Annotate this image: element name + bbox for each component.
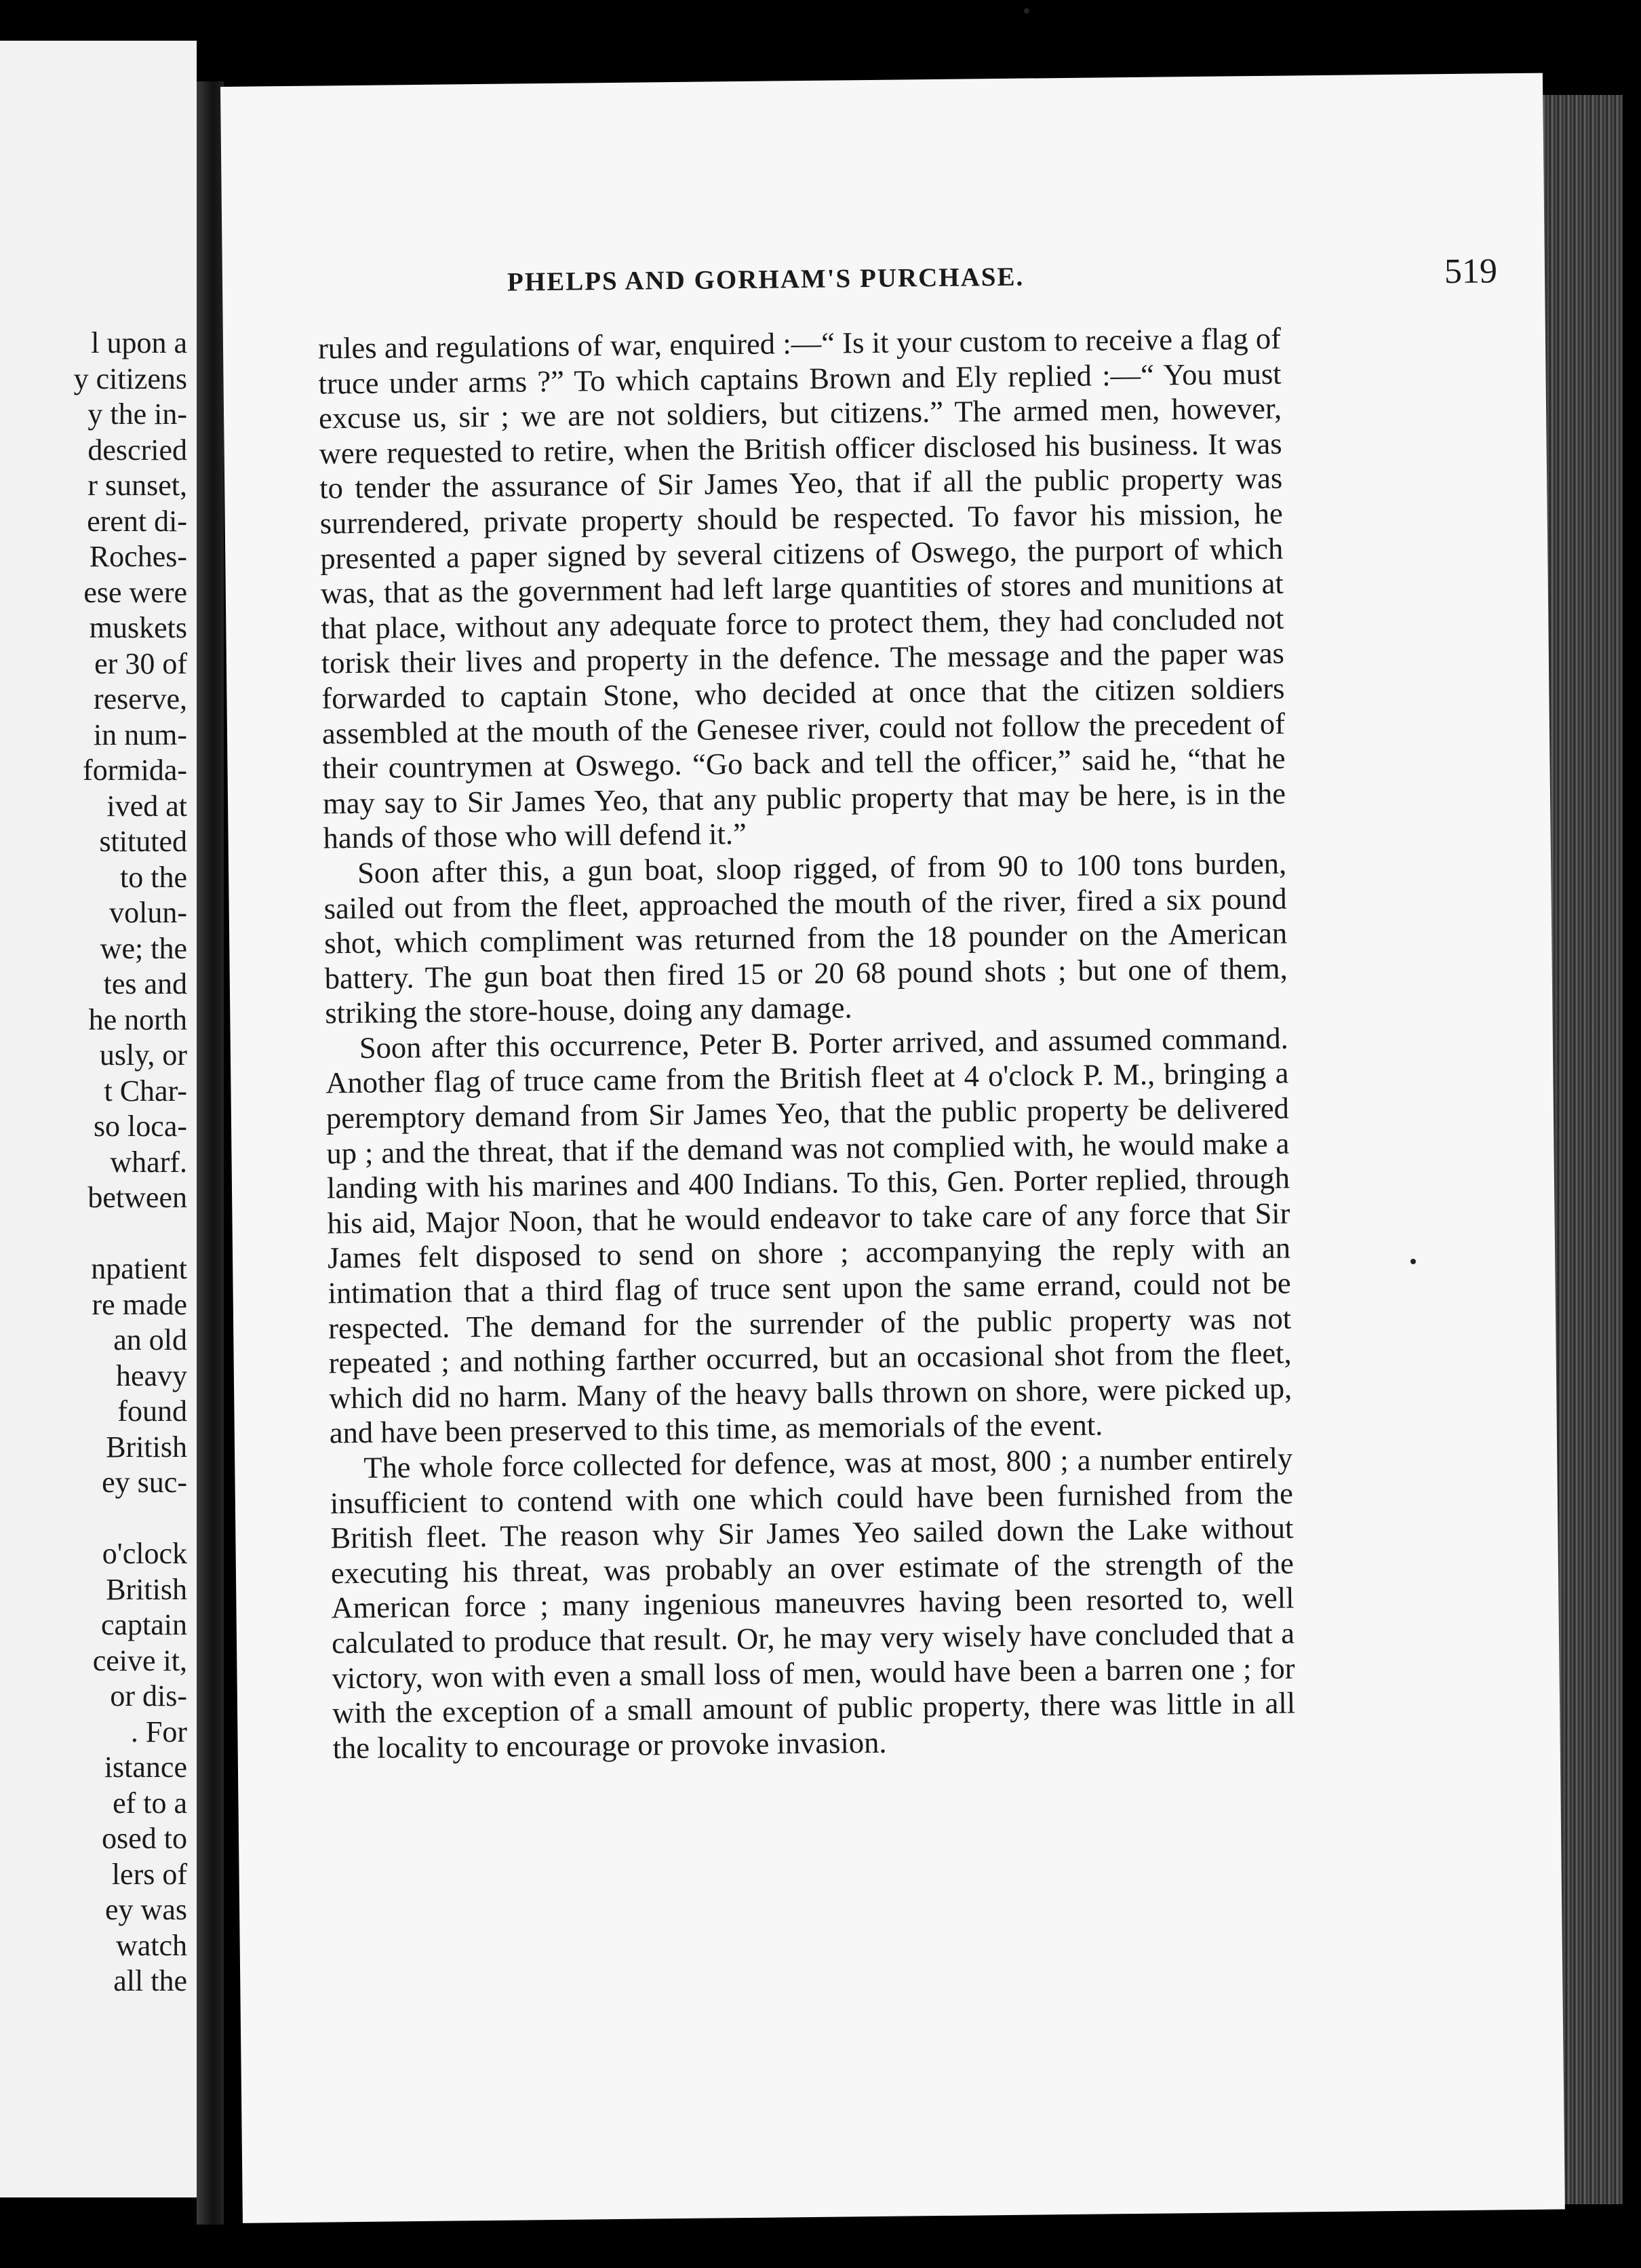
left-page-line: osed to bbox=[102, 1822, 187, 1855]
page-number: 519 bbox=[1444, 252, 1498, 292]
left-page-line: usly, or bbox=[99, 1038, 187, 1072]
left-page-line: reserve, bbox=[93, 682, 187, 716]
left-page-line: stituted bbox=[99, 825, 187, 858]
left-page-text bbox=[0, 326, 187, 1999]
left-page-line bbox=[0, 1501, 187, 1537]
left-page-line: istance bbox=[104, 1751, 187, 1784]
left-page-line: ived at bbox=[106, 789, 187, 823]
paragraph-4: The whole force collected for defence, was at most, 800 ; a number entirely insufficient to contend with one which could have been furnished from the British fleet. The reason why Sir James Yeo sailed down the Lake without executing his threat, was probably an over estimate of the strength of the American force ; many ingenious maneuvres having been resorted to, well calculated to produce that result. Or, he may very wisely have concluded that a victory, won with even a small loss of men, would have been a barren one ; for with the exception of a small amount of public property, there was little in all the locality to encourage or provoke invasion. bbox=[330, 1441, 1296, 1765]
right-page bbox=[220, 73, 1565, 2223]
speck bbox=[1024, 8, 1029, 14]
left-page-line: to the bbox=[120, 860, 187, 894]
left-page-line: heavy bbox=[115, 1358, 187, 1392]
left-page-line: he north bbox=[88, 1002, 187, 1036]
left-page-line: all the bbox=[113, 1964, 187, 1997]
left-page-line bbox=[0, 1216, 187, 1252]
left-page-line: British bbox=[106, 1572, 187, 1606]
book-gutter bbox=[197, 81, 224, 2225]
page-header bbox=[507, 252, 1498, 314]
left-page-line: ceive it, bbox=[92, 1643, 187, 1677]
left-page-line: ey suc- bbox=[102, 1466, 187, 1499]
left-page-line: watch bbox=[115, 1928, 187, 1962]
paragraph-1: rules and regulations of war, enquired :—“ Is it your custom to receive a flag of truce under arms ?” To which captains Brown and Ely replied :—“ You must excuse us, sir ; we are not soldiers, but citizens.” The armed men, however, were requested to retire, when the British officer disclosed his business. It was to tender the assurance of Sir James Yeo, that if all the public property was surrendered, private property should be respected. To favor his mission, he presented a paper signed by several citizens of Oswego, the purport of which was, that as the government had left large quantities of stores and munitions at that place, without any adequate force to protect them, they had concluded not torisk their lives and property in the defence. The message and the paper was forwarded to captain Stone, who decided at once that the citizen soldiers assembled at the mouth of the Genesee river, could not follow the precedent of their countrymen at Oswego. “Go back and tell the officer,” said he, “that he may say to Sir James Yeo, that any public property that may be here, is in the hands of those who will defend it.” bbox=[317, 321, 1286, 855]
left-page-line: wharf. bbox=[110, 1145, 187, 1179]
left-page-line: in num- bbox=[93, 718, 187, 751]
left-page-line: er 30 of bbox=[94, 646, 187, 680]
left-page-line: Roches- bbox=[89, 540, 187, 573]
left-page-line: so loca- bbox=[93, 1110, 187, 1143]
left-page-line: o'clock bbox=[102, 1537, 187, 1570]
left-page-line: re made bbox=[92, 1287, 187, 1321]
left-page-line: ey was bbox=[105, 1893, 187, 1926]
left-page-line: lers of bbox=[111, 1857, 187, 1891]
left-page-line: ese were bbox=[83, 575, 187, 609]
left-page-line: descried bbox=[87, 433, 187, 467]
left-page-line: r sunset, bbox=[87, 469, 187, 502]
paragraph-2: Soon after this, a gun boat, sloop rigged, of from 90 to 100 tons burden, sailed out from the fleet, approached the mouth of the river, fired a six pound shot, which compliment was returned from the 18 pounder on the American battery. The gun boat then fired 15 or 20 68 pound shots ; but one of them, striking the store-house, doing any damage. bbox=[323, 846, 1288, 1030]
left-page-line: muskets bbox=[89, 611, 187, 644]
left-page-line: or dis- bbox=[110, 1679, 187, 1713]
left-page-line: y citizens bbox=[73, 361, 187, 395]
left-page-line: an old bbox=[113, 1323, 187, 1356]
left-page-line: l upon a bbox=[91, 326, 187, 359]
left-page-line: npatient bbox=[91, 1252, 187, 1285]
speck bbox=[1410, 1259, 1416, 1264]
left-page-line: ef to a bbox=[113, 1786, 187, 1820]
left-page-line: t Char- bbox=[104, 1074, 187, 1108]
running-head: PHELPS AND GORHAM'S PURCHASE. bbox=[507, 262, 1025, 297]
left-page-line: y the in- bbox=[87, 397, 187, 431]
body-text bbox=[318, 321, 1296, 1766]
left-page-line: formida- bbox=[83, 754, 187, 787]
left-page-line: British bbox=[106, 1430, 187, 1464]
left-page-line: found bbox=[117, 1394, 187, 1428]
left-page-line: erent di- bbox=[87, 504, 187, 538]
left-page-line: captain bbox=[100, 1608, 187, 1641]
left-page-line: . For bbox=[130, 1715, 187, 1748]
paragraph-3: Soon after this occurrence, Peter B. Porter arrived, and assumed command. Another flag of truce came from the British fleet at 4 o'clock P. M., bringing a peremptory demand from Sir James Yeo, that the public property be delivered up ; and the threat, that if the demand was not complied with, he would make a landing with his marines and 400 Indians. To this, Gen. Porter replied, through his aid, Major Noon, that he would endeavor to take care of any force that Sir James felt disposed to send on shore ; accompanying the reply with an intimation that a third flag of truce sent upon the same errand, could not be respected. The demand for the surrender of the public property was not repeated ; and nothing farther occurred, but an occasional shot from the fleet, which did no harm. Many of the heavy balls thrown on shore, were picked up, and have been preserved to this time, as memorials of the event. bbox=[325, 1021, 1292, 1450]
left-page-line: between bbox=[87, 1181, 187, 1214]
left-page-line: tes and bbox=[103, 967, 187, 1000]
left-page-fragment bbox=[0, 41, 197, 2197]
left-page-line: volun- bbox=[109, 896, 187, 929]
left-page-line: we; the bbox=[100, 931, 187, 965]
